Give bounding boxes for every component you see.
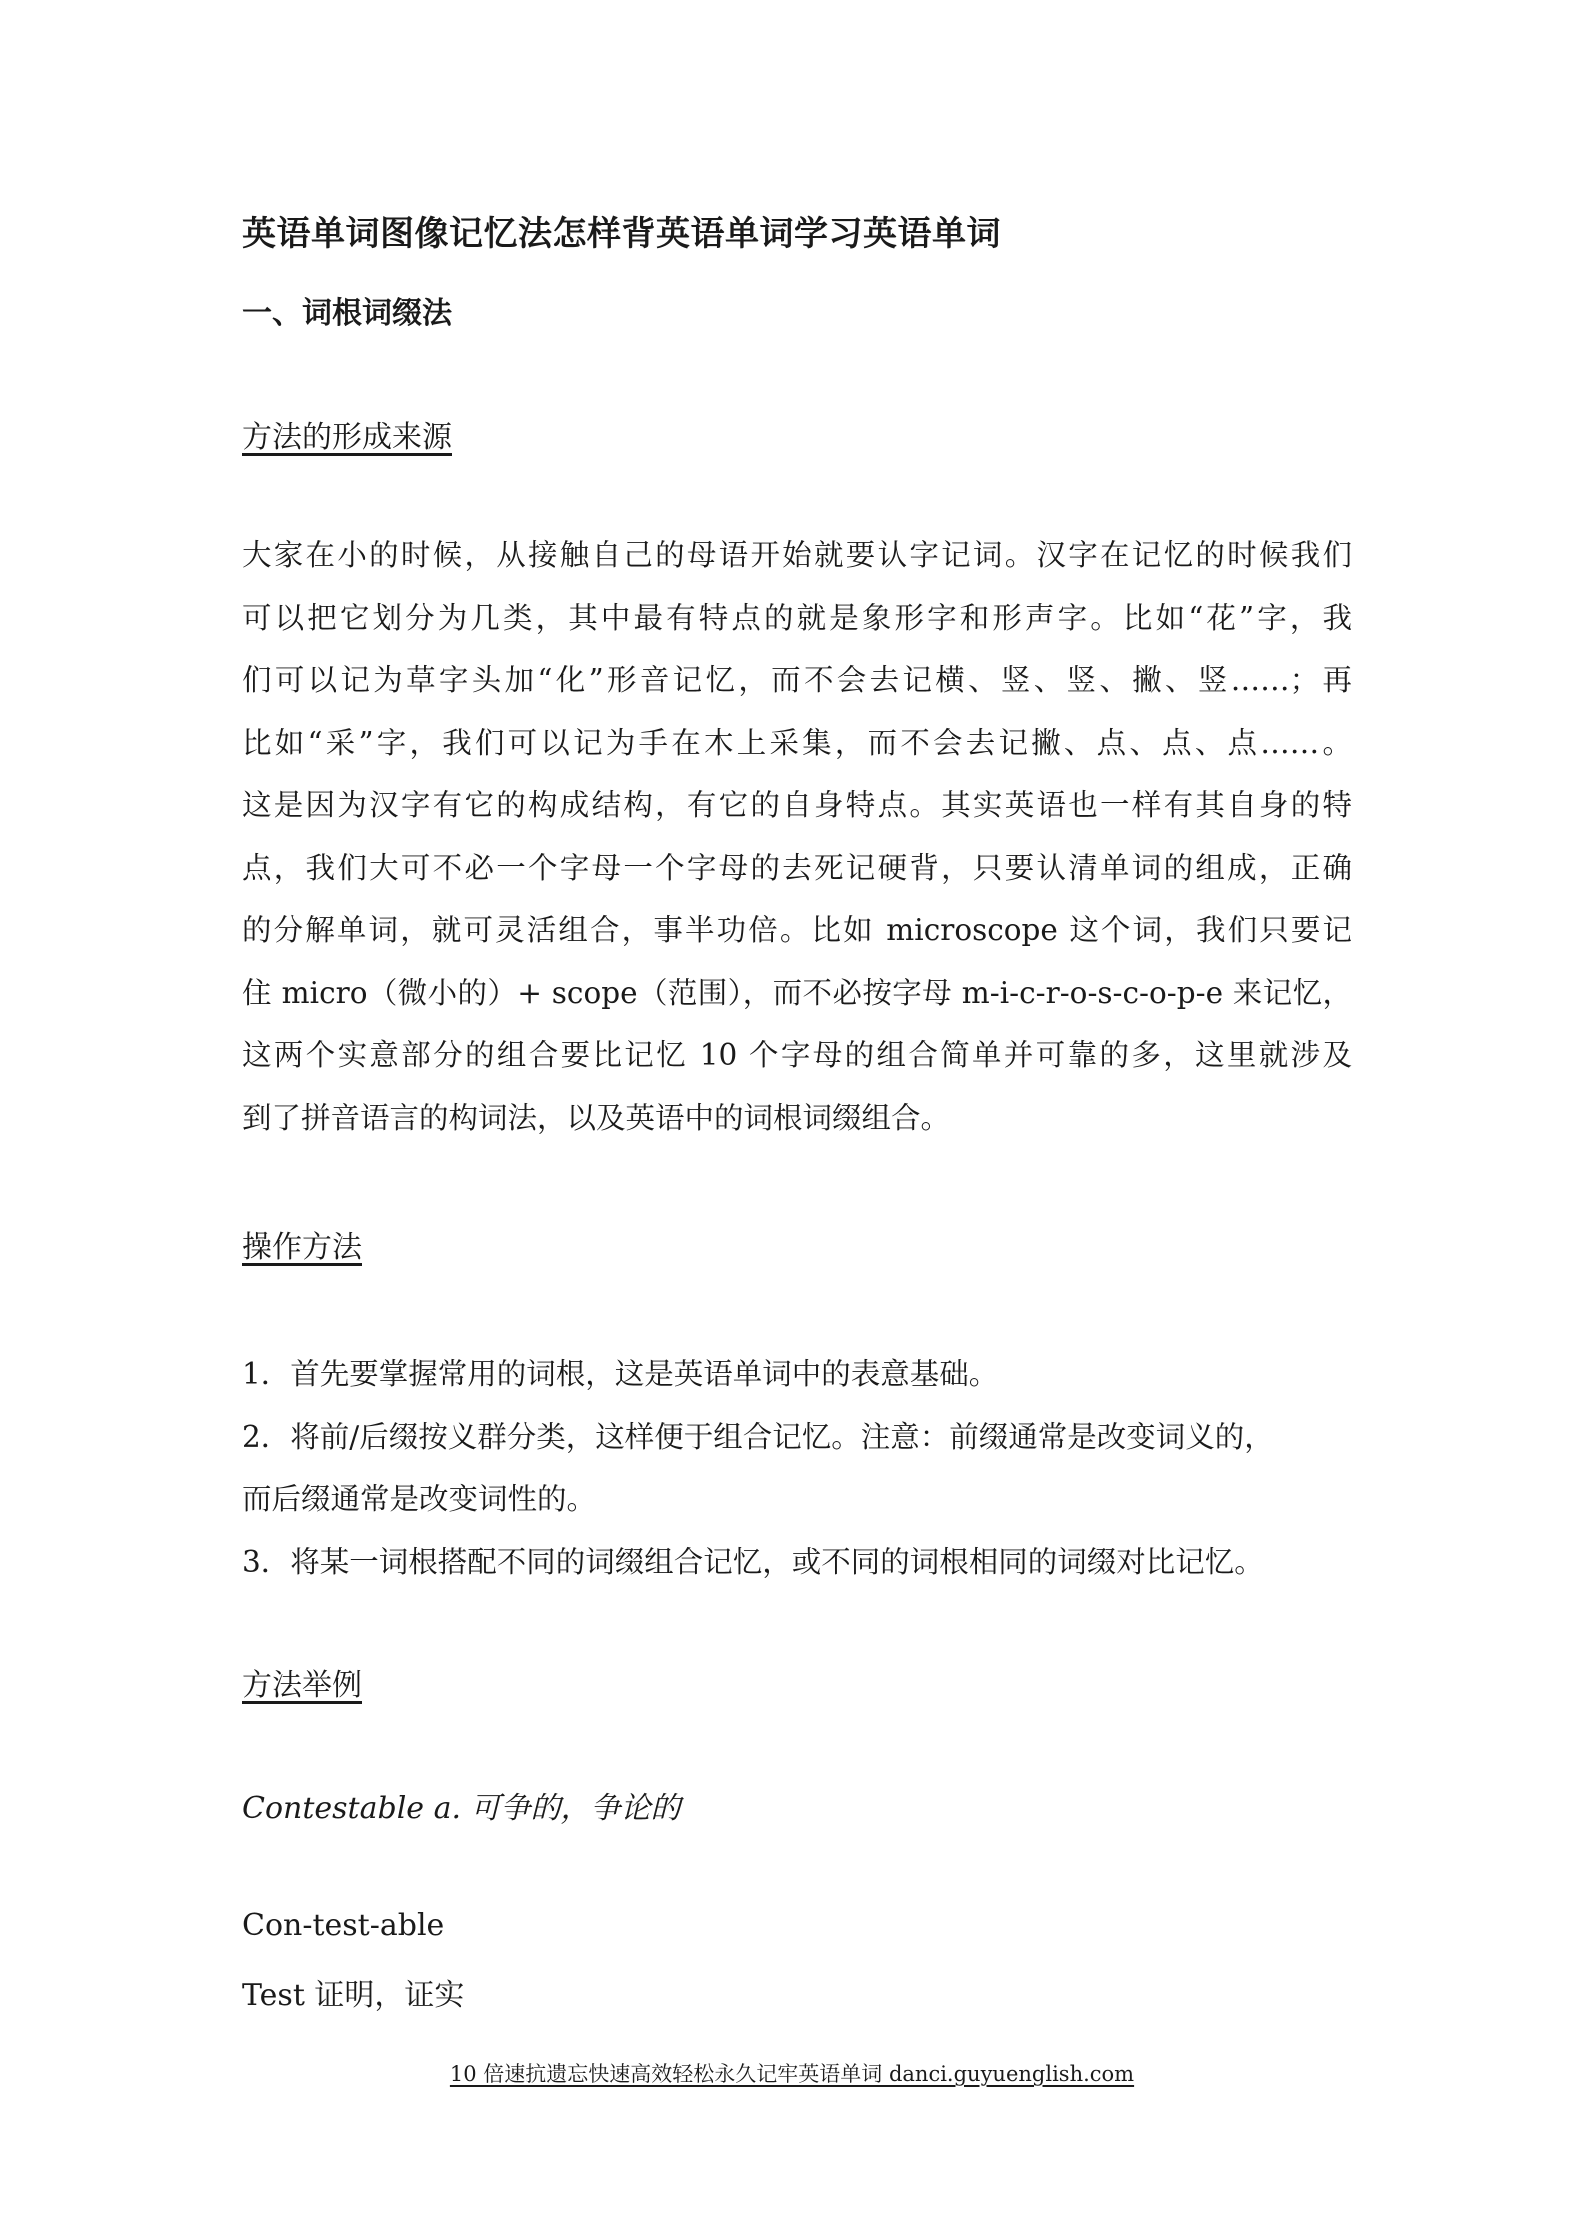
paragraph-line: 住 micro（微小的）+ scope（范围），而不必按字母 m-i-c-r-o-s-c-o-p-e 来记忆， — [242, 975, 1352, 1010]
subsection-heading-origin: 方法的形成来源 — [242, 420, 452, 455]
paragraph-line: 这两个实意部分的组合要比记忆 10 个字母的组合简单并可靠的多，这里就涉及 — [242, 1038, 1352, 1072]
paragraph-line: 这是因为汉字有它的构成结构，有它的自身特点。其实英语也一样有其自身的特 — [242, 788, 1352, 822]
origin-paragraph — [242, 524, 1352, 1149]
section-heading: 一、词根词缀法 — [242, 296, 452, 331]
list-item: 而后缀通常是改变词性的。 — [242, 1482, 597, 1516]
example-split: Con-test-able — [242, 1908, 445, 1943]
example-word: Contestable a. 可争的，争论的 — [242, 1791, 681, 1826]
paragraph-line: 大家在小的时候，从接触自己的母语开始就要认字记词。汉字在记忆的时候我们 — [242, 538, 1352, 572]
paragraph-line: 比如“采”字，我们可以记为手在木上采集，而不会去记撇、点、点、点……。 — [242, 725, 1352, 760]
paragraph-line: 到了拼音语言的构词法，以及英语中的词根词缀组合。 — [242, 1100, 951, 1135]
subsection-heading-example: 方法举例 — [242, 1668, 362, 1703]
footer-link[interactable]: 10 倍速抗遗忘快速高效轻松永久记牢英语单词 danci.guyuenglish.com — [449, 2062, 1135, 2086]
document-title: 英语单词图像记忆法怎样背英语单词学习英语单词 — [242, 214, 1001, 254]
list-item: 2．将前/后缀按义群分类，这样便于组合记忆。注意：前缀通常是改变词义的， — [242, 1419, 1274, 1454]
paragraph-line: 点，我们大可不必一个字母一个字母的去死记硬背，只要认清单词的组成，正确 — [242, 850, 1352, 885]
paragraph-line: 可以把它划分为几类，其中最有特点的就是象形字和形声字。比如“花”字，我 — [242, 600, 1352, 635]
subsection-heading-operation: 操作方法 — [242, 1230, 362, 1265]
paragraph-line: 们可以记为草字头加“化”形音记忆，而不会去记横、竖、竖、撇、竖……；再 — [242, 663, 1352, 697]
paragraph-line: 的分解单词，就可灵活组合，事半功倍。比如 microscope 这个词，我们只要记 — [242, 913, 1352, 947]
list-item: 3．将某一词根搭配不同的词缀组合记忆，或不同的词根相同的词缀对比记忆。 — [242, 1544, 1264, 1579]
example-root: Test 证明，证实 — [242, 1978, 465, 2013]
list-item: 1．首先要掌握常用的词根，这是英语单词中的表意基础。 — [242, 1357, 999, 1391]
operation-list — [242, 1343, 1352, 1593]
